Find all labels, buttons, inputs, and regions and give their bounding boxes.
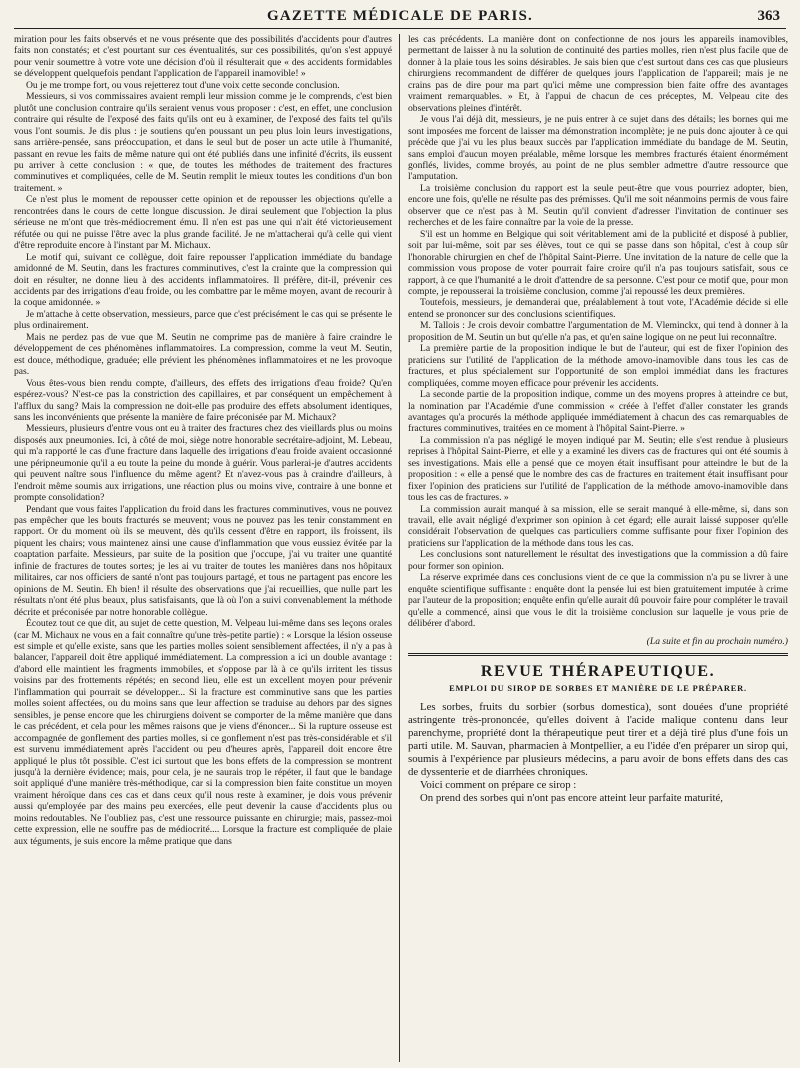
paragraph: Écoutez tout ce que dit, au sujet de cette question, M. Velpeau lui-même dans ses leçons orales (car M. Michaux ne vous en a fait connaître qu'une très-petite partie) : « Lorsque la lésion osseuse est simple et qu'elle existe, sans que les parties molles soient sensiblement affectées, il n'y a pas à balancer, l'appareil doit être appliqué immédiatement. La compression a ici un double avantage : d'abord elle maintient les fragments immobiles, et s'oppose par là à ce qu'ils irritent les tissus voisins par des frottements répétés; en second lieu, elle est un excellent moyen pour prévenir l'inflammation qui pourrait se développer... Si la fracture est comminutive sans que les parties molles soient affectées, ou du moins sans que leur affection se traduise au dehors par des signes sensibles, je pense encore que les chirurgiens doivent se comporter de la même manière que dans le cas précédent, et cela pour les mêmes raisons que je viens d'énoncer... Si la rupture osseuse est accompagnée de gonflement des parties molles, si ce gonflement n'est pas très-considérable et s'il est survenu immédiatement après l'accident ou peu d'heures après, l'appareil doit encore être appliqué le plus tôt possible. C'est ici surtout que les bons effets de la compression se montrent jusqu'à la dernière évidence; mais, pour cela, je ne saurais trop le répéter, il faut que le bandage soit appliqué d'une manière très-méthodique, car si la compression bien faite constitue un moyen vraiment héroïque dans ces cas et dans ceux qu'il nous reste à examiner, je dois vous prévenir aussi qu'employée par des mains peu exercées, elle peut devenir la cause d'accidents plus ou moins redoutables. Ne l'oubliez pas, c'est une ressource puissante en chirurgie; mais, passez-moi cette expression, elle ne souffre pas de médiocrité.... Lorsque la fracture est compliquée de plaie aux téguments, je suis encore la même pratique que dans <box>14 618 392 847</box>
paragraph: La réserve exprimée dans ces conclusions vient de ce que la commission n'a pu se livrer à une enquête scientifique suffisante : enquête dont la pensée lui est bien gratuitement imputée à crime par l'auteur de la proposition; enquête enfin qu'elle aurait dû pouvoir faire pour compléter le travail qu'elle a commencé, ainsi que vous le dit la troisième conclusion sur laquelle je vous prie de délibérer d'abord. <box>408 572 788 630</box>
left-column <box>14 34 392 1062</box>
section-body <box>408 701 788 805</box>
paragraph: On prend des sorbes qui n'ont pas encore atteint leur parfaite maturité, <box>420 791 723 804</box>
paragraph: Ou je me trompe fort, ou vous rejetterez tout d'une voix cette seconde conclusion. <box>26 79 340 91</box>
section-separator <box>408 653 788 656</box>
section-subtitle: EMPLOI DU SIROP DE SORBES ET MANIÈRE DE LE PRÉPARER. <box>449 684 747 694</box>
paragraph: Voici comment on prépare ce sirop : <box>420 778 577 791</box>
paragraph: La commission n'a pas négligé le moyen indiqué par M. Seutin; elle s'est rendue à plusieurs reprises à l'hôpital Saint-Pierre, et elle y a examiné les divers cas de fractures qui ont été soumis à ses investigations. Mais elle a pensé que ce moyen était insuffisant pour atteindre le but de la proposition : « elle a pensé que le nombre des cas de fractures en traitement était insuffisant pour fixer l'opinion des praticiens sur l'utilité de l'application de la méthode amovo-inamovible dans tous les cas de fractures. » <box>408 434 788 504</box>
paragraph: La première partie de la proposition indique le but de l'auteur, qui est de fixer l'opinion des praticiens sur l'utilité de l'application de la méthode amovo-inamovible dans tous les cas de fractures, et plus spécialement sur l'opportunité de son emploi immédiat dans les fractures compliquées, comme moyen efficace pour prévenir les accidents. <box>408 343 788 389</box>
paragraph: Toutefois, messieurs, je demanderai que, préalablement à tout vote, l'Académie décide si elle entend se prononcer sur des conclusions scientifiques. <box>408 297 788 320</box>
paragraph: Le motif qui, suivant ce collègue, doit faire repousser l'application immédiate du bandage amidonné de M. Seutin, dans les fractures comminutives, c'est la crainte que la compression qui doit en résulter, ne donne lieu à des accidents inflammatoires. Il préfère, dit-il, prévenir ces accidents par des irrigations d'eau froide, ou les combattre par le même moyen, avant de recourir à la coque amidonnée. » <box>14 251 392 309</box>
paragraph: S'il est un homme en Belgique qui soit véritablement ami de la publicité et disposé à publier, soit par lui-même, soit par ses élèves, tout ce qui se passe dans son hôpital, c'est à coup sûr l'honorable chirurgien en chef de l'hôpital Saint-Pierre. Une invitation de la nature de celle que la commission vous propose de voter pourrait faire croire qu'il n'a pas toujours satisfait, sous ce rapport, à ce que l'humanité a le droit d'attendre de sa personne. C'est pour ce motif que, pour mon compte, je repousserai la troisième conclusion, comme j'ai repoussé les deux premières. <box>408 228 788 297</box>
paragraph: Je m'attache à cette observation, messieurs, parce que c'est précisément le cas qui se présente le plus ordinairement. <box>14 308 392 332</box>
column-divider <box>399 34 400 1062</box>
paragraph: les cas précédents. La manière dont on confectionne de nos jours les appareils inamovibles, permettant de laisser à nu la solution de continuité des parties molles, rien n'est plus facile que de donner à la plaie tous les soins désirables. Je sais bien que c'est surtout dans ces cas que plusieurs chirurgiens recommandent de différer de quelques jours l'application de l'appareil; mais je ne crains pas de dire pour ma part qu'ici même une compression bien faite offre des avantages vraiment remarquables. » Et, à l'appui de chacun de ces préceptes, M. Velpeau cite des observations pleines d'intérêt. <box>408 34 788 114</box>
paragraph: Je vous l'ai déjà dit, messieurs, je ne puis entrer à ce sujet dans des détails; les bornes qui me sont imposées me forcent de laisser ma démonstration incomplète; je ne puis donc ajouter à ce qui précède que j'ai vu les plus beaux succès par l'application immédiate du bandage de M. Seutin, sans emploi d'aucun moyen préalable, même lorsque les membres fracturés étaient énormément gonflés, livides, comme broyés, au point de ne plus sembler admettre d'autre ressource que l'amputation. <box>408 114 788 183</box>
paragraph: Les sorbes, fruits du sorbier (sorbus domestica), sont douées d'une propriété astringente très-prononcée, qu'elles doivent à l'acide malique contenu dans leur parenchyme, propriété dont la thérapeutique peut tirer et a déjà tiré plus d'une fois un parti utile. M. Sauvan, pharmacien à Montpellier, a eu l'idée d'en préparer un sirop qui, soumis à l'expérience par plusieurs médecins, a paru avoir de bons effets dans des cas de dyssenterie et de diarrhées chroniques. <box>408 700 788 778</box>
paragraph: Ce n'est plus le moment de repousser cette opinion et de repousser les objections qu'elle a rencontrées dans le cours de cette longue discussion. Je dirai seulement que l'objection la plus sérieuse ne m'ont que très-médiocrement ému. Il n'en est pas une qui n'ait été victorieusement réfutée ou qui ne puisse l'être avec la plus grande facilité. Je ne m'attacherai qu'à celle qui vient d'être reproduite encore à l'instant par M. Michaux. <box>14 194 392 252</box>
section-title: REVUE THÉRAPEUTIQUE. <box>480 663 716 681</box>
paragraph: Les conclusions sont naturellement le résultat des investigations que la commission a dû faire pour former son opinion. <box>408 549 788 572</box>
paragraph: Pendant que vous faites l'application du froid dans les fractures comminutives, vous ne pouvez pas empêcher que les bouts fracturés se meuvent; vous ne pouvez pas les tenir constamment en rapport. Or du moment où ils se meuvent, dès qu'ils cessent d'être en rapport, ils froissent, ils piquent les chairs; vous maintenez ainsi une cause d'inflammation que vous eussiez évitée par la coaptation parfaite. Messieurs, par suite de la position que j'occupe, j'ai vu traiter une quantité infinie de fractures de toutes sortes; je les ai vu traiter de toutes les manières dans nos hôpitaux militaires, car nos officiers de santé n'ont pas toujours partagé, et tous ne partagent pas encore les opinions de M. Seutin. Eh bien! il résulte des observations que j'ai recueillies, que nulle part les résultats n'ont été plus beaux, plus satisfaisants, que là où l'on a suivi convenablement la méthode décrite et préconisée par notre honorable collègue. <box>14 503 392 618</box>
right-column <box>408 34 788 1062</box>
paragraph: Messieurs, plusieurs d'entre vous ont eu à traiter des fractures chez des vieillards plus ou moins disposés aux pneumonies. Ici, à côté de moi, siège notre honorable secrétaire-adjoint, M. Lebeau, qui m'a rapporté le cas d'une fracture dans laquelle des irrigations d'eau froide avaient occasionné une péripneumonie qu'il a eu toute la peine du monde à guérir. Vous parlerai-je d'autres accidents qui peuvent naître sous l'influence du même agent? Et n'avez-vous pas à craindre d'ailleurs, à l'endroit même soumis aux irrigations, une réaction plus ou moins vive, contraire à une bonne et prompte consolidation? <box>14 423 392 504</box>
page-number: 363 <box>757 8 780 24</box>
page-header <box>14 6 786 29</box>
paragraph: La troisième conclusion du rapport est la seule peut-être que vous pourriez adopter, bien, encore une fois, qu'elle ne résulte pas des prémisses. Qu'il me soit néanmoins permis de vous faire observer que ce n'est pas à M. Seutin qu'il convient d'adresser l'invitation de continuer ses recherches et de les faire connaître par la voie de la presse. <box>408 182 788 229</box>
paragraph: Mais ne perdez pas de vue que M. Seutin ne comprime pas de manière à faire craindre le développement de ces phénomènes inflammatoires. La compression, comme la veut M. Seutin, est douce, méthodique, graduée; elle prévient les phénomènes inflammatoires et ne les provoque pas. <box>14 331 392 378</box>
journal-title: GAZETTE MÉDICALE DE PARIS. <box>267 8 533 24</box>
continued-note: (La suite et fin au prochain numéro.) <box>646 635 788 647</box>
paragraph: miration pour les faits observés et ne vous présente que des possibilités d'accidents pour d'autres faits non constatés; et c'est pourtant sur ces éventualités, sur ces possibilités, qu'on s'est appuyé pour venir soumettre à votre vote une décision d'où il résulterait que « des accidents formidables se développent quelquefois pendant l'application de l'appareil inamovible! » <box>14 34 392 80</box>
paragraph: M. Tallois : Je crois devoir combattre l'argumentation de M. Vleminckx, qui tend à donner à la proposition de M. Seutin un but qu'elle n'a pas, et qu'en saine logique on ne peut lui reconnaître. <box>408 320 788 343</box>
paragraph: Vous êtes-vous bien rendu compte, d'ailleurs, des effets des irrigations d'eau froide? Qu'en espérez-vous? N'est-ce pas la constriction des capillaires, et par conséquent un empêchement à l'afflux du sang? Mais la compression ne doit-elle pas produire des effets absolument identiques, sans les inconvénients que présente la manière de faire préconisée par M. Michaux? <box>14 377 392 423</box>
paragraph: La seconde partie de la proposition indique, comme un des moyens propres à atteindre ce but, la nomination par l'Académie d'une commission « créée à l'effet d'aller constater les grands avantages qu'a procurés la méthode appliquée immédiatement à chacun des cas remarquables de fractures comminutives, traitées en ce moment à l'hôpital Saint-Pierre. » <box>408 389 788 435</box>
paragraph: La commission aurait manqué à sa mission, elle se serait manqué à elle-même, si, dans son travail, elle avait négligé d'exprimer son opinion à cet égard; elle aurait laissé supposer qu'elle considérait l'observation de quelques cas particuliers comme suffisante pour fixer l'opinion des praticiens sur l'application de la méthode dans tous les cas. <box>408 503 788 549</box>
paragraph: Messieurs, si vos commissaires avaient rempli leur mission comme je le comprends, c'est bien plutôt une conclusion contraire qu'ils seraient venus vous proposer : c'est, en effet, une conclusion contraire qui résulte de l'exposé des faits qu'ils ont eu à examiner, de l'exposé des faits tel qu'ils vous l'ont soumis. Je dis plus : je soutiens qu'en poussant un peu plus loin leurs investigations, sans arrière-pensée, sans préoccupation, et dans le seul but de poser un acte utile à l'humanité, passant en revue les faits de même nature qui ont été publiés dans une infinité d'écrits, ils eussent pu arriver à cette conclusion : « que, de toutes les méthodes de traitement des fractures comminutives et compliquées, celle de M. Seutin remplit le mieux toutes les conditions d'un bon traitement. » <box>14 91 392 194</box>
